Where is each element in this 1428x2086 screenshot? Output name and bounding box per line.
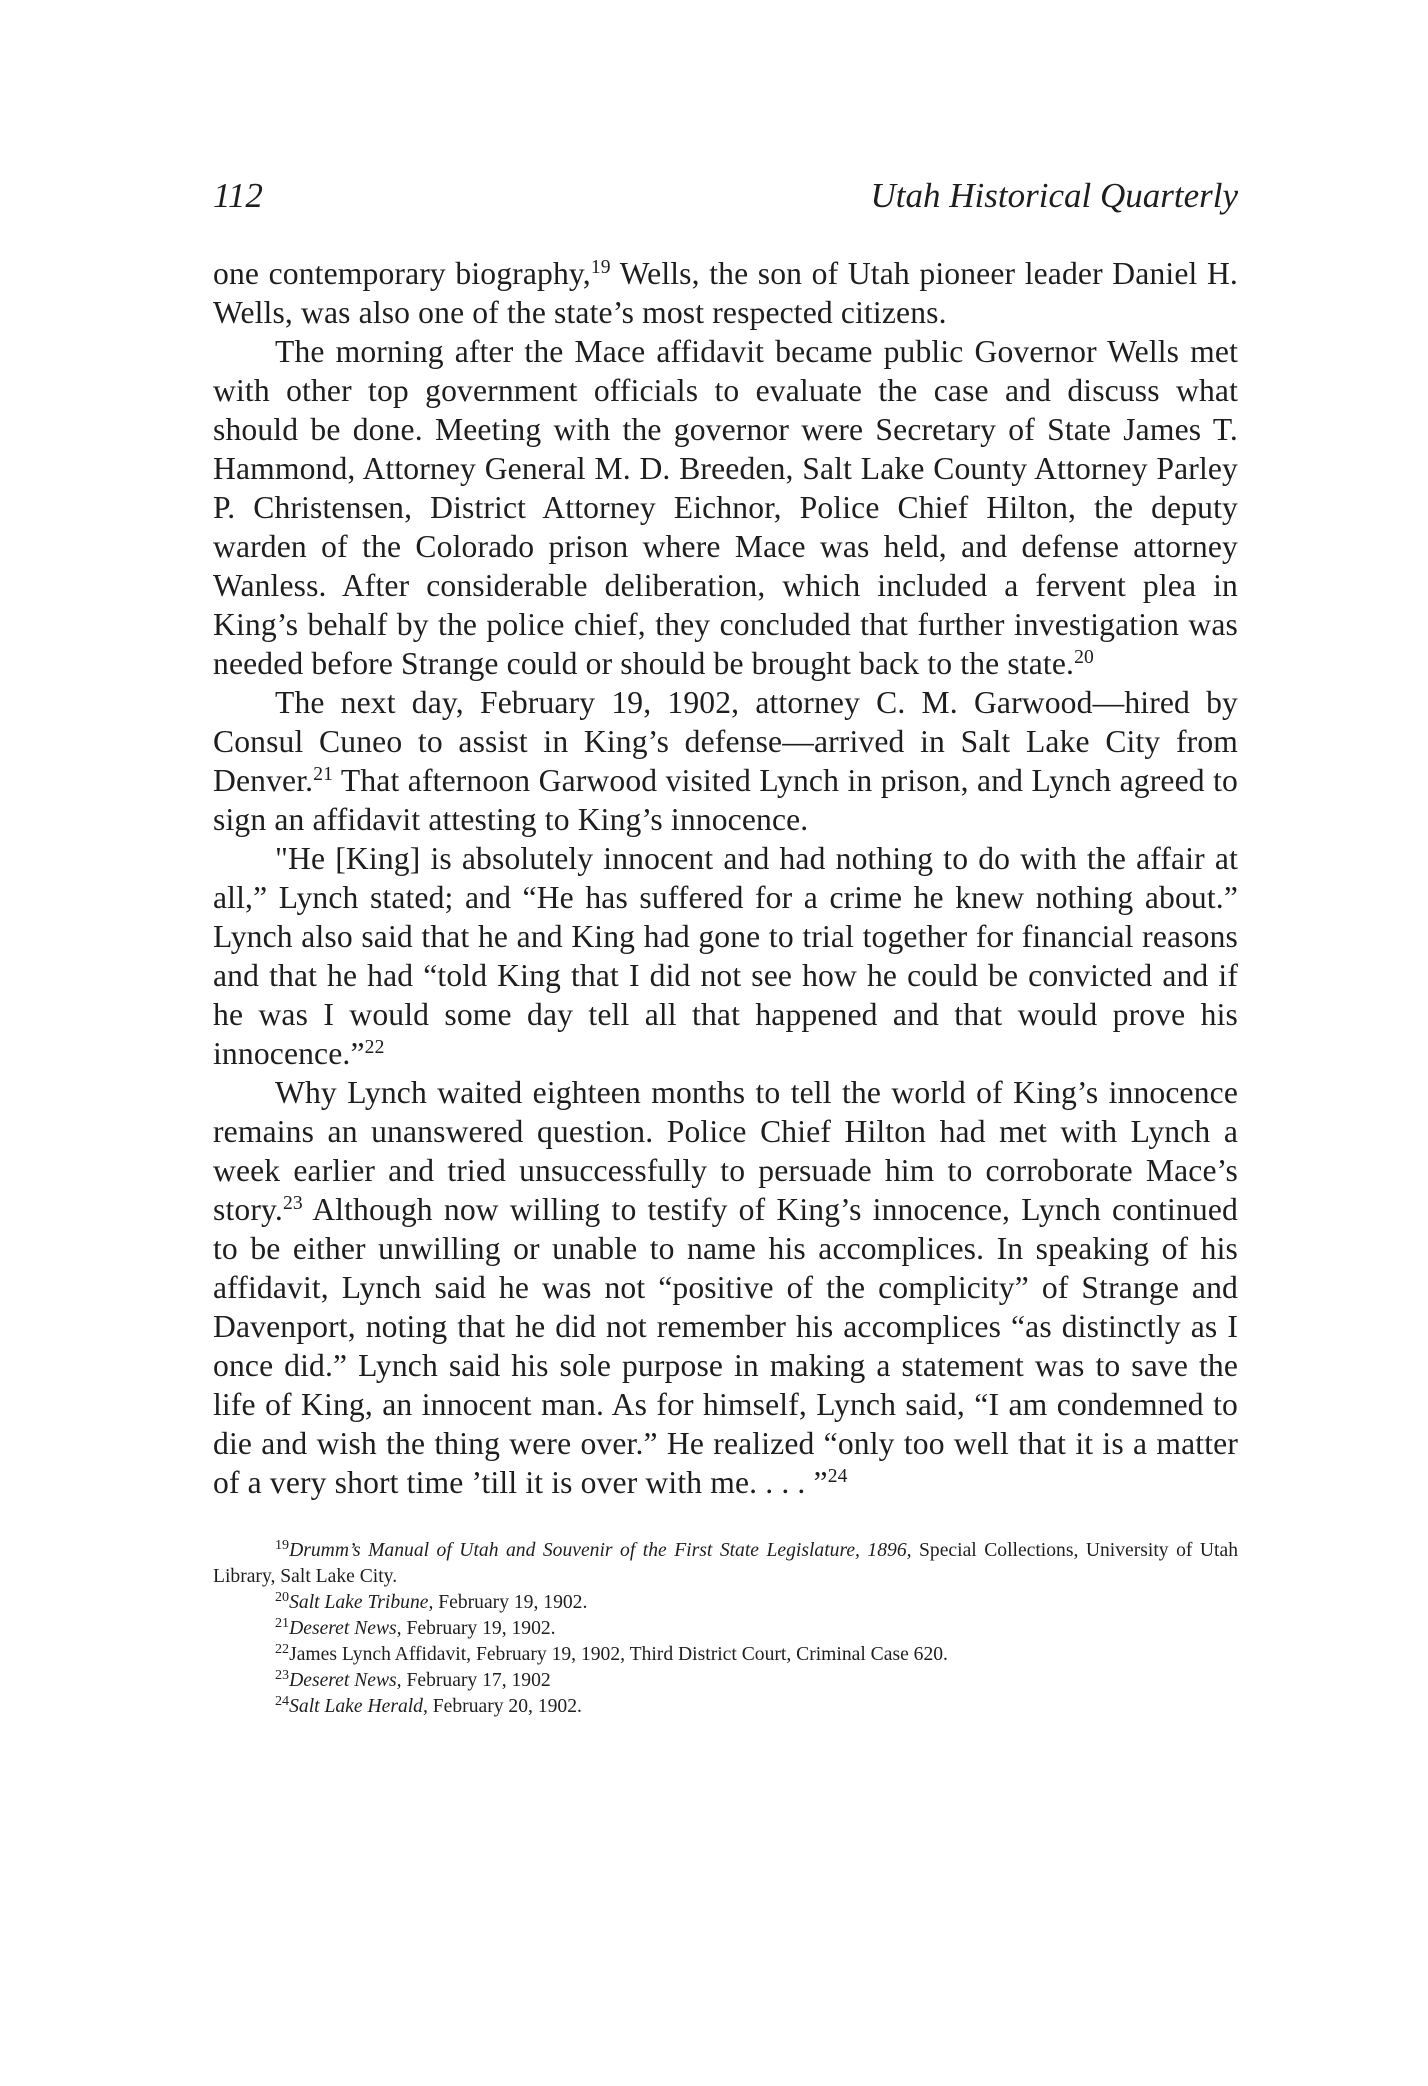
footnote-title: Deseret News, <box>289 1670 402 1691</box>
document-page <box>213 176 1238 1720</box>
footnote-reference: 20 <box>1074 647 1094 669</box>
body-paragraph <box>213 839 1238 1073</box>
footnote-text: February 19, 1902. <box>401 1618 556 1639</box>
footnote-number: 24 <box>275 1692 290 1709</box>
page-number: 112 <box>213 176 263 215</box>
paragraph-text: Although now willing to testify of King’s innocence, Lynch continued to be either unwilling or unable to name his accomplices. In speaking of his affidavit, Lynch said he was not “positive of the complicity” of Strange and Davenport, noting that he did not remember his accomplices “as distinctly as I once did.” Lynch said his sole purpose in making a statement was to save the life of King, an innocent man. As for himself, Lynch said, “I am condemned to die and wish the thing were over.” He realized “only too well that it is a matter of a very short time ’till it is over with me. . . . ” <box>213 1192 1238 1500</box>
footnote-number: 22 <box>275 1640 290 1657</box>
body-paragraph <box>213 1073 1238 1502</box>
footnote-reference: 24 <box>827 1466 848 1488</box>
footnote-title: Salt Lake Tribune, <box>289 1592 434 1613</box>
footnote-number: 19 <box>275 1536 290 1553</box>
body-paragraph <box>213 683 1238 839</box>
footnote <box>213 1668 1238 1694</box>
footnote <box>213 1694 1238 1720</box>
paragraph-text: one contemporary biography, <box>213 256 591 291</box>
footnote <box>213 1642 1238 1668</box>
footnote-title: Salt Lake Herald, <box>289 1696 428 1717</box>
footnote-text: James Lynch Affidavit, February 19, 1902, Third District Court, Criminal Case 620. <box>289 1644 948 1665</box>
journal-title: Utah Historical Quarterly <box>870 176 1238 215</box>
paragraph-text: That afternoon Garwood visited Lynch in prison, and Lynch agreed to sign an affidavit attesting to King’s innocence. <box>213 763 1238 837</box>
footnote-reference: 23 <box>282 1193 303 1215</box>
body-text <box>213 254 1238 1502</box>
footnotes <box>213 1538 1238 1720</box>
paragraph-text: The morning after the Mace affidavit became public Governor Wells met with other top government officials to evaluate the case and discuss what should be done. Meeting with the governor were Secretary of State James T. Hammond, Attorney General M. D. Breeden, Salt Lake County Attorney Parley P. Christensen, District Attorney Eichnor, Police Chief Hilton, the deputy warden of the Colorado prison where Mace was held, and defense attorney Wanless. After considerable deliberation, which included a fervent plea in King’s behalf by the police chief, they concluded that further investigation was needed before Strange could or should be brought back to the state. <box>213 334 1238 681</box>
footnote <box>213 1590 1238 1616</box>
running-head <box>213 176 1238 228</box>
footnote-text: Special Collections, University of Utah Library, Salt Lake City. <box>213 1540 1238 1587</box>
footnote-number: 21 <box>275 1614 290 1631</box>
footnote-text: February 17, 1902 <box>401 1670 551 1691</box>
footnote-reference: 21 <box>313 764 334 786</box>
body-paragraph <box>213 254 1238 332</box>
footnote-number: 20 <box>275 1588 290 1605</box>
footnote <box>213 1616 1238 1642</box>
footnote <box>213 1538 1238 1590</box>
footnote-title: Deseret News, <box>289 1618 402 1639</box>
body-paragraph <box>213 332 1238 683</box>
footnote-text: February 20, 1902. <box>427 1696 582 1717</box>
footnote-reference: 22 <box>364 1037 385 1059</box>
paragraph-text: Why Lynch waited eighteen months to tell the world of King’s innocence remains an unanswered question. Police Chief Hilton had met with Lynch a week earlier and tried unsuccessfully to persuade him to corroborate Mace’s story. <box>213 1075 1238 1227</box>
footnote-title: Drumm’s Manual of Utah and Souvenir of the First State Legislature, 1896, <box>289 1540 912 1561</box>
paragraph-text: Wells, the son of Utah pioneer leader Daniel H. Wells, was also one of the state’s most respected citizens. <box>213 256 1238 330</box>
footnote-reference: 19 <box>590 257 611 279</box>
footnote-number: 23 <box>275 1666 290 1683</box>
paragraph-text: The next day, February 19, 1902, attorney C. M. Garwood—hired by Consul Cuneo to assist in King’s defense—arrived in Salt Lake City from Denver. <box>213 685 1238 798</box>
paragraph-text: "He [King] is absolutely innocent and had nothing to do with the affair at all,” Lynch stated; and “He has suffered for a crime he knew nothing about.” Lynch also said that he and King had gone to trial together for financial reasons and that he had “told King that I did not see how he could be convicted and if he was I would some day tell all that happened and that would prove his innocence.” <box>213 841 1238 1071</box>
footnote-text: February 19, 1902. <box>433 1592 588 1613</box>
